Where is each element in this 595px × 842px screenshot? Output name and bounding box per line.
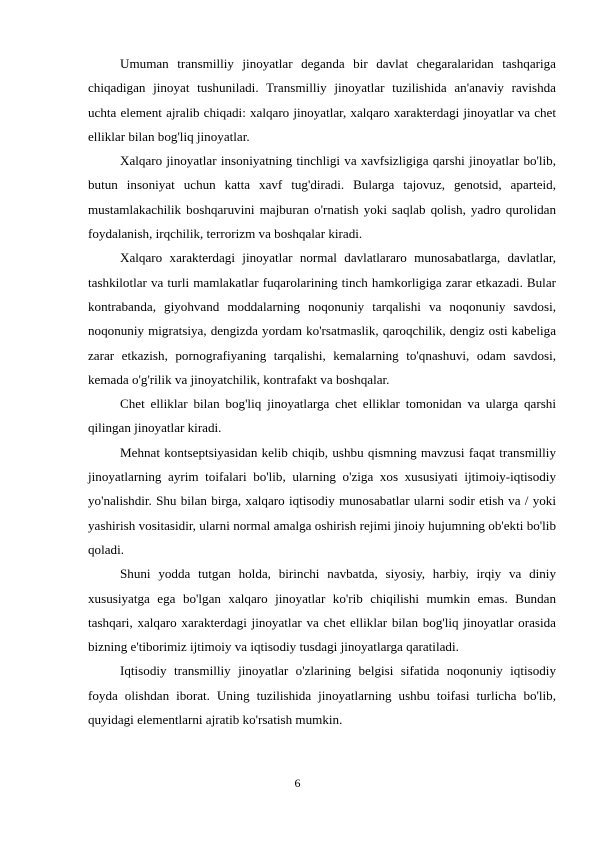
paragraph-foreigner-crimes: Chet elliklar bilan bog'liq jinoyatlarga chet elliklar tomonidan va ularga qarshi qilingan jinoyatlar kiradi.	[88, 396, 556, 436]
paragraph-economic-transnational-crimes: Iqtisodiy transmilliy jinoyatlar o'zlarining belgisi sifatida noqonuniy iqtisodiy foyda olishdan iborat. Uning tuzilishida jinoyatlarning ushbu toifasi turlicha bo'lib, quyidagi elementlarni ajratib ko'rsatish mumkin.	[88, 663, 556, 728]
paragraph-focus: Shuni yodda tutgan holda, birinchi navbatda, siyosiy, harbiy, irqiy va diniy xususiyatga ega bo'lgan xalqaro jinoyatlar ko'rib chiqilishi mumkin emas. Bundan tashqari, xalqaro xarakterdagi jinoyatlar va chet elliklar bilan bog'liq jinoyatlar orasida bizning e'tiborimiz ijtimoiy va iqtisodiy tusdagi jinoyatlarga qaratiladi.	[88, 566, 556, 655]
page-number: 6	[294, 776, 301, 790]
paragraph-transnational-crime-definition: Umuman transmilliy jinoyatlar deganda bir davlat chegaralaridan tashqariga chiqadigan jinoyat tushuniladi. Transmilliy jinoyatlar tuzilishida an'anaviy ravishda uchta element ajralib chiqadi: xalqaro jinoyatlar, xalqaro xarakterdagi jinoyatlar va chet elliklar bilan bog'liq jinoyatlar.	[88, 56, 556, 144]
paragraph-international-character-crimes: Xalqaro xarakterdagi jinoyatlar normal davlatlararo munosabatlarga, davlatlar, tashkilotlar va turli mamlakatlar fuqarolarining tinch hamkorligiga zarar etkazadi. Bular kontrabanda, giyohvand moddalarning noqonuniy tarqalishi va noqonuniy savdosi, noqonuniy migratsiya, dengizda yordam ko'rsatmaslik, qaroqchilik, dengiz osti kabeliga zarar etkazish, pornografiyaning tarqalishi, kemalarning to'qnashuvi, odam savdosi, kemada o'g'rilik va jinoyatchilik, kontrafakt va boshqalar.	[88, 250, 556, 387]
paragraph-work-concept: Mehnat kontseptsiyasidan kelib chiqib, ushbu qismning mavzusi faqat transmilliy jinoyatlarning ayrim toifalari bo'lib, ularning o'ziga xos xususiyati ijtimoiy-iqtisodiy yo'nalishdir. Shu bilan birga, xalqaro iqtisodiy munosabatlar ularni sodir etish va / yoki yashirish vositasidir, ularni normal amalga oshirish rejimi jinoiy hujumning ob'ekti bo'lib qoladi.	[88, 444, 556, 557]
paragraph-international-crimes: Xalqaro jinoyatlar insoniyatning tinchligi va xavfsizligiga qarshi jinoyatlar bo'lib, butun insoniyat uchun katta xavf tug'diradi. Bularga tajovuz, genotsid, aparteid, mustamlakachilik boshqaruvini majburan o'rnatish yoki saqlab qolish, yadro qurolidan foydalanish, irqchilik, terrorizm va boshqalar kiradi.	[88, 153, 556, 242]
document-body	[88, 52, 556, 732]
